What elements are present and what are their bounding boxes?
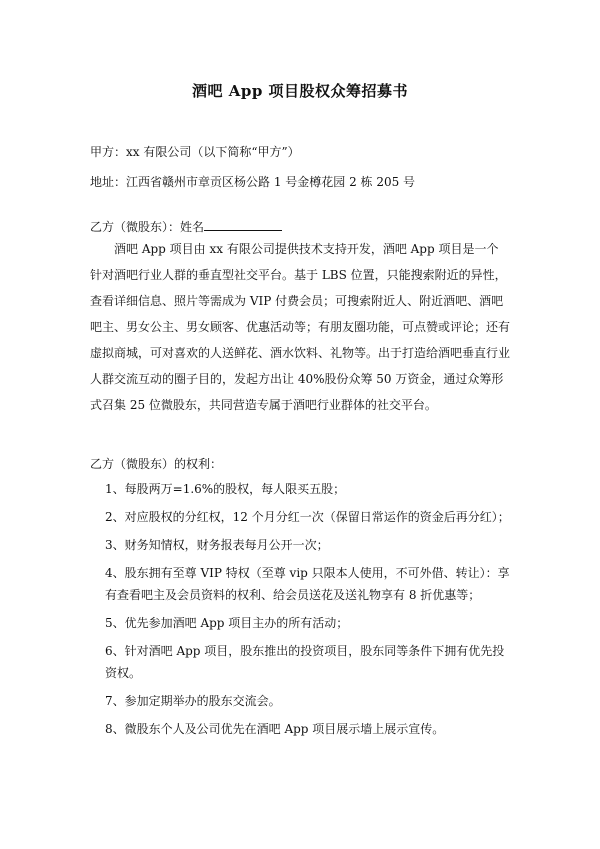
name-blank-underline [204,218,282,231]
rights-heading: 乙方（微股东）的权利： [90,457,223,471]
rights-item-1: 1、每股两万=1.6%的股权，每人限买五股； [105,482,346,496]
address-line: 地址：江西省赣州市章贡区杨公路 1 号金樽花园 2 栋 205 号 [90,175,416,189]
party-b-label: 乙方（微股东）：姓名 [90,220,205,234]
document-title: 酒吧 App 项目股权众筹招募书 [191,82,409,100]
party-a-line: 甲方：xx 有限公司（以下简称“甲方”） [90,145,300,159]
rights-item-5: 5、优先参加酒吧 App 项目主办的所有活动； [105,616,349,630]
rights-item-2: 2、对应股权的分红权，12 个月分红一次（保留日常运作的资金后再分红）； [105,510,510,524]
intro-paragraph: 酒吧 App 项目由 xx 有限公司提供技术支持开发，酒吧 App 项目是一个针对酒吧行业人群的垂直型社交平台。基于 LBS 位置，只能搜索附近的异性，查看详细信息、照片等需成为 VIP 付费会员；可搜索附近人、附近酒吧、酒吧吧主、男女公主、男女顾客、优惠活动等；有朋友圈功能，可点赞或评论；还有虚拟商城，可对喜欢的人送鲜花、酒水饮料、礼物等。出于打造给酒吧垂直行业人群交流互动的圈子目的，发起方出让 40%股份众筹 50 万资金，通过众筹形式召集 25 位微股东，共同营造专属于酒吧行业群体的社交平台。 [90,242,511,412]
rights-item-4: 4、股东拥有至尊 VIP 特权（至尊 vip 只限本人使用，不可外借、转让）：享有查看吧主及会员资料的权利、给会员送花及送礼物享有 8 折优惠等； [105,566,510,602]
rights-item-6: 6、针对酒吧 App 项目，股东推出的投资项目，股东同等条件下拥有优先投资权。 [105,644,505,680]
party-b-line [90,218,282,235]
rights-list [105,478,513,740]
rights-item-3: 3、财务知情权，财务报表每月公开一次； [105,538,329,552]
rights-item-7: 7、参加定期举办的股东交流会。 [105,694,281,708]
rights-item-8: 8、微股东个人及公司优先在酒吧 App 项目展示墙上展示宣传。 [105,722,445,736]
